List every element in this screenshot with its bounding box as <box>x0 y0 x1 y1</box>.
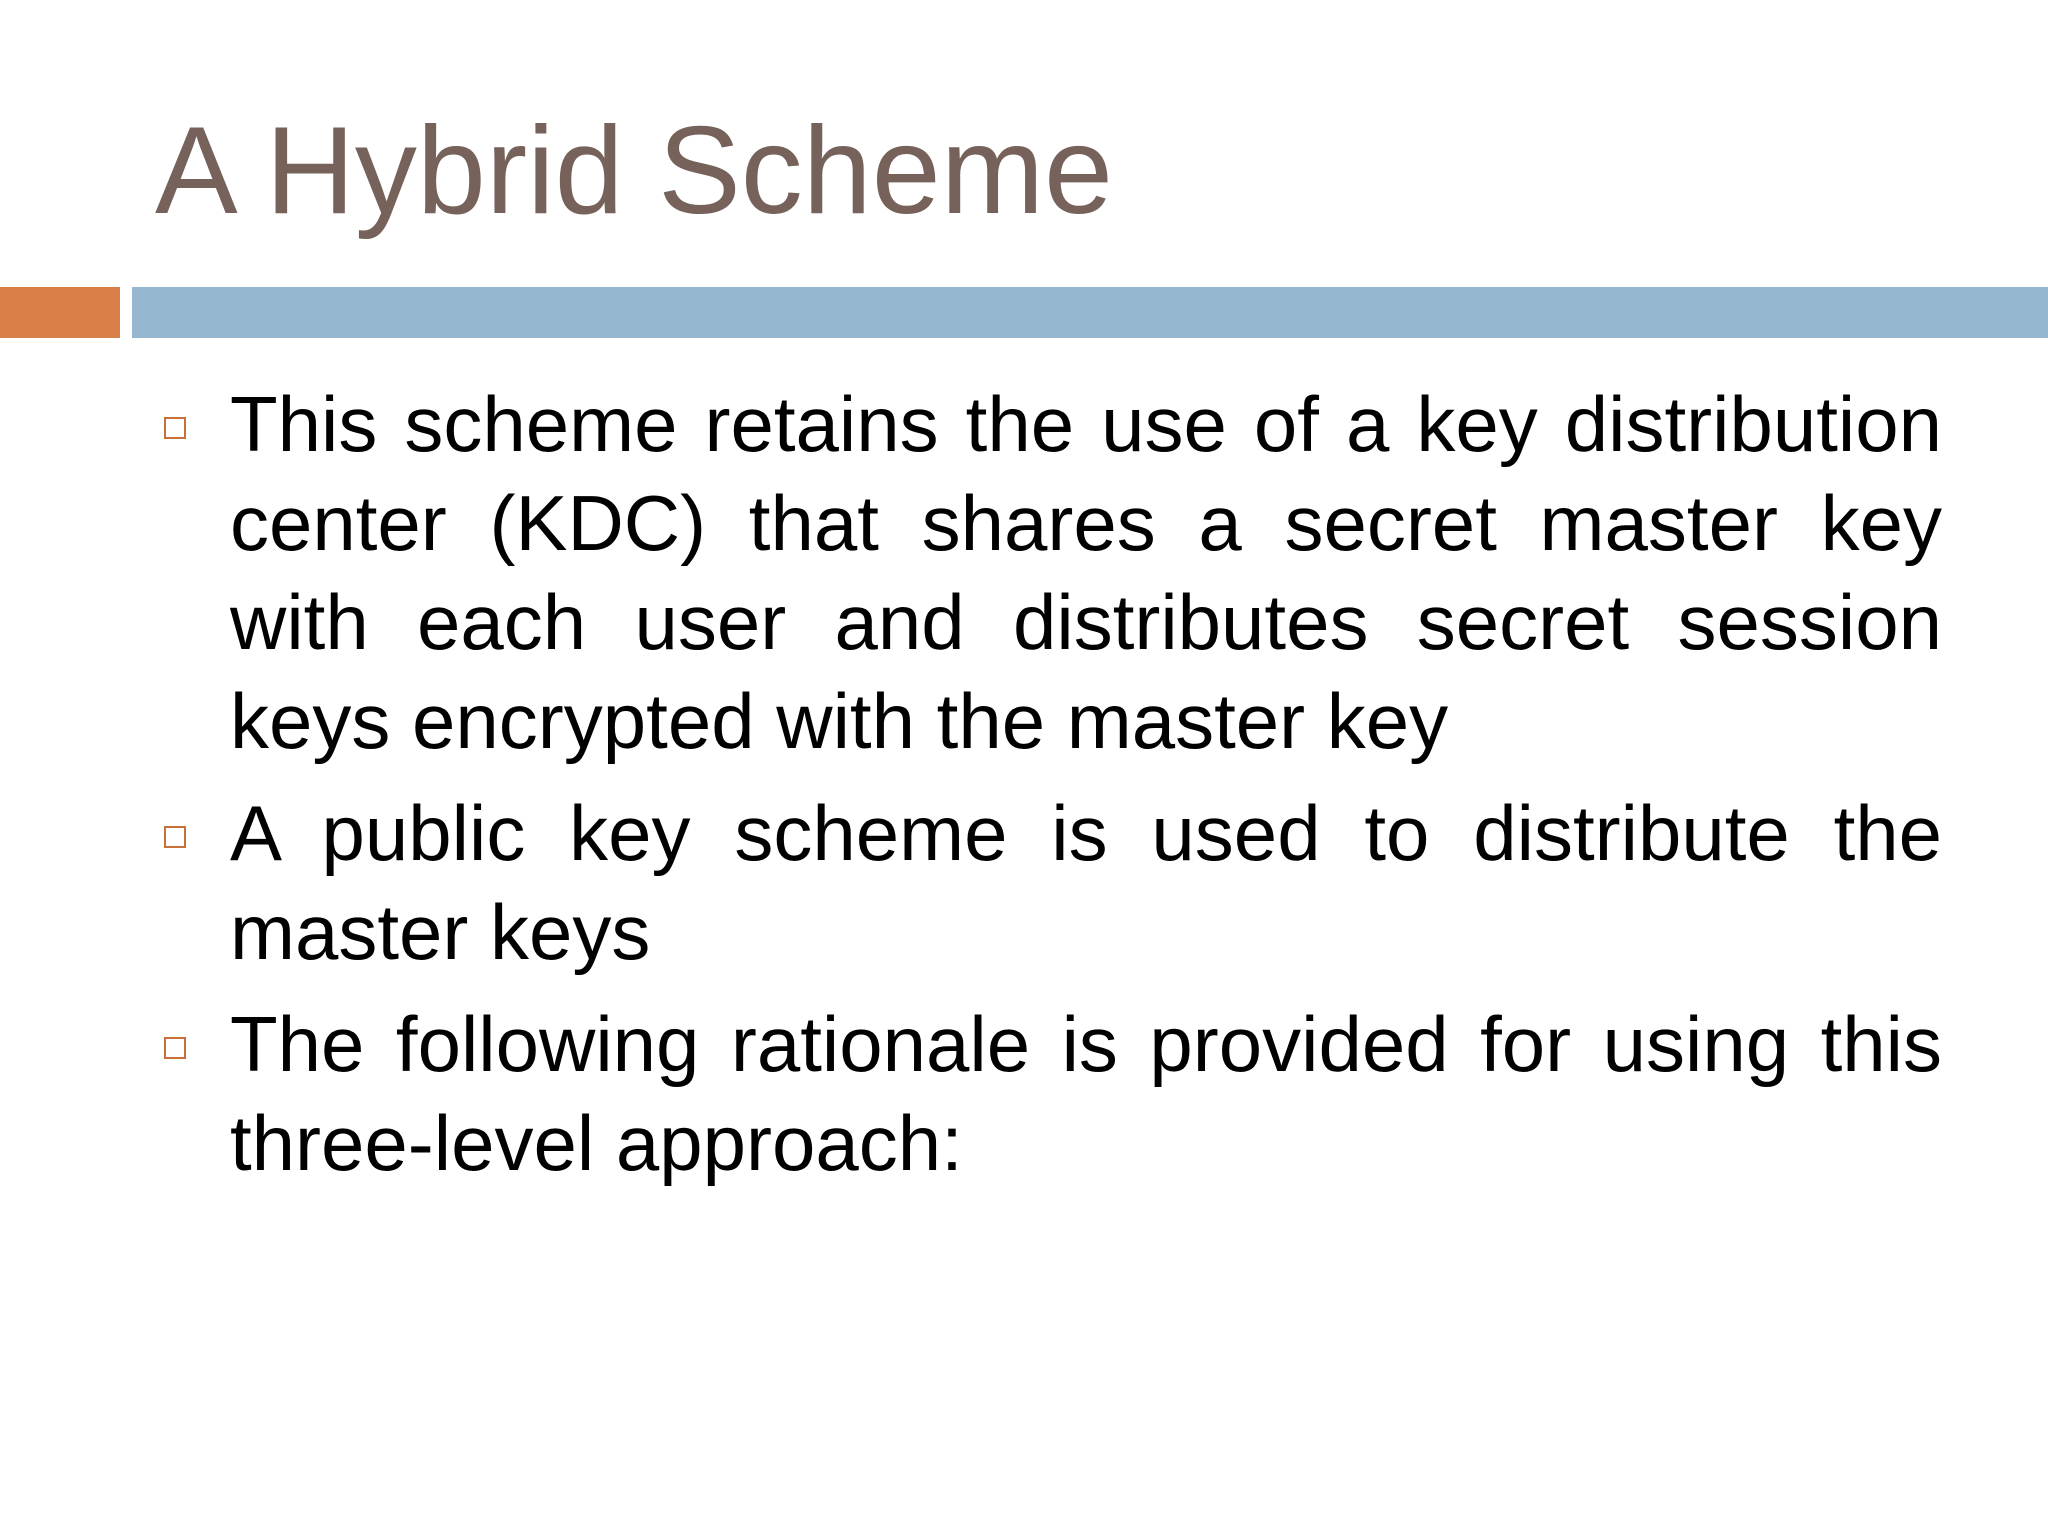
hollow-square-icon <box>164 826 186 848</box>
bullet-item <box>155 784 1942 982</box>
bullet-text: The following rationale is provided for using this three-level approach: <box>230 1000 1942 1187</box>
bullet-item <box>155 995 1942 1193</box>
bullet-text: A public key scheme is used to distribute the master keys <box>230 789 1942 976</box>
title-accent-bar-blue <box>132 287 2048 338</box>
slide-title: A Hybrid Scheme <box>155 102 1113 240</box>
bullet-text: This scheme retains the use of a key distribution center (KDC) that shares a secret master key with each user and distributes secret session keys encrypted with the master key <box>230 380 1942 765</box>
hollow-square-icon <box>164 417 186 439</box>
title-accent-bar-orange <box>0 287 120 338</box>
hollow-square-icon <box>164 1037 186 1059</box>
bullet-list <box>155 375 1942 1193</box>
bullet-item <box>155 375 1942 771</box>
